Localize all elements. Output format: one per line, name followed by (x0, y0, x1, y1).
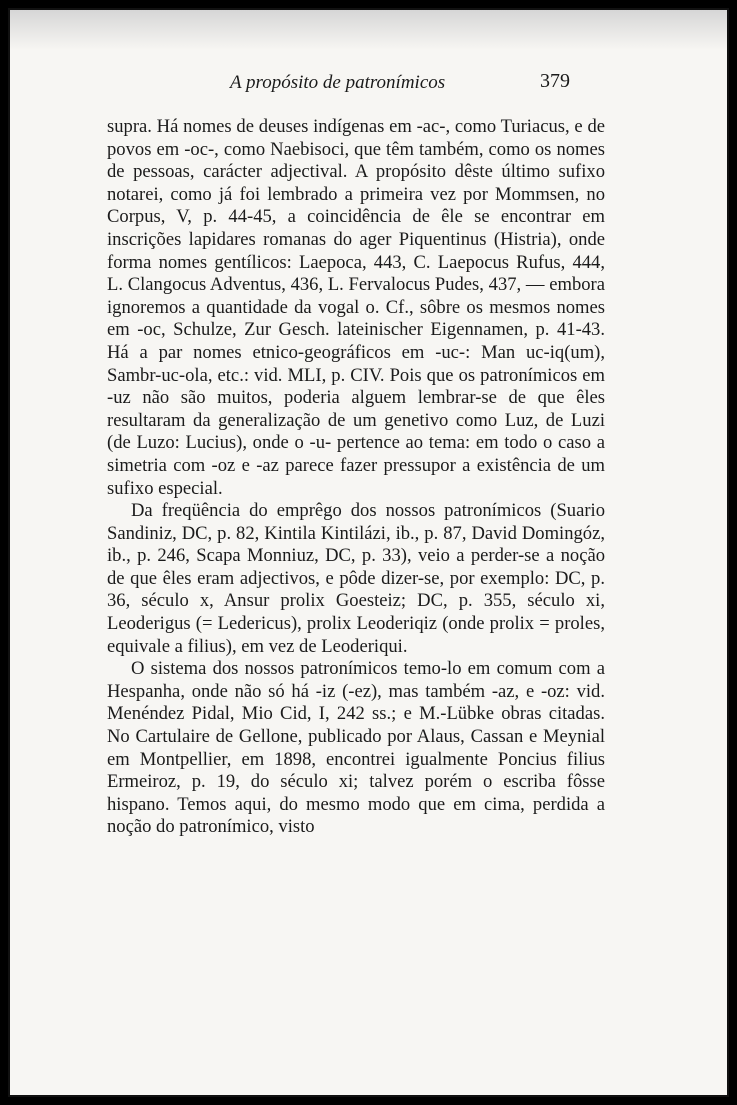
paragraph-3: O sistema dos nossos patronímicos temo-lo em comum com a Hespanha, onde não só há -iz (-ez), mas também -az, e -oz: vid. Menéndez Pidal, Mio Cid, I, 242 ss.; e M.-Lübke obras citadas. No Cartulaire de Gellone, publicado por Alaus, Cassan e Meynial em Montpellier, em 1898, encontrei igualmente Poncius filius Ermeiroz, p. 19, do século xi; talvez porém o escriba fôsse hispano. Temos aqui, do mesmo modo que em cima, perdida a noção do patronímico, visto (107, 658, 605, 838)
page-number: 379 (540, 70, 570, 92)
running-title: A propósito de patronímicos (230, 72, 446, 93)
paragraph-1: supra. Há nomes de deuses indígenas em -ac-, como Turiacus, e de povos em -oc-, como Naebisoci, que têm também, como os nomes de pessoas, carácter adjectival. A propósito dêste último sufixo notarei, como já foi lembrado a primeira vez por Mommsen, no Corpus, V, p. 44-45, a coincidência de êle se encontrar em inscrições lapidares romanas do ager Piquentinus (Histria), onde forma nomes gentílicos: Laepoca, 443, C. Laepocus Rufus, 444, L. Clangocus Adventus, 436, L. Fervalocus Pudes, 437, — embora ignoremos a quantidade da vogal o. Cf., sôbre os mesmos nomes em -oc, Schulze, Zur Gesch. lateinischer Eigennamen, p. 41-43. Há a par nomes etnico-geográficos em -uc-: Man uc-iq(um), Sambr-uc-ola, etc.: vid. MLI, p. CIV. Pois que os patronímicos em -uz não são muitos, poderia alguem lembrar-se de que êles resultaram da generalização de um genetivo como Luz, de Luzi (de Luzo: Lucius), onde o -u- pertence ao tema: em todo o caso a simetria com -oz e -az parece fazer pressupor a existência de um sufixo especial. (107, 116, 605, 499)
book-page (8, 8, 729, 1097)
paragraph-2: Da freqüência do emprêgo dos nossos patronímicos (Suario Sandiniz, DC, p. 82, Kintila Kintilázi, ib., p. 87, David Domingóz, ib., p. 246, Scapa Monniuz, DC, p. 33), veio a perder-se a noção de que êles eram adjectivos, e pôde dizer-se, por exemplo: DC, p. 36, século x, Ansur prolix Goesteiz; DC, p. 355, século xi, Leoderigus (= Ledericus), prolix Leoderiqiz (onde prolix = proles, equivale a filius), em vez de Leoderiqui. (107, 500, 605, 657)
body-text (107, 116, 605, 839)
scan-shadow (10, 10, 727, 50)
